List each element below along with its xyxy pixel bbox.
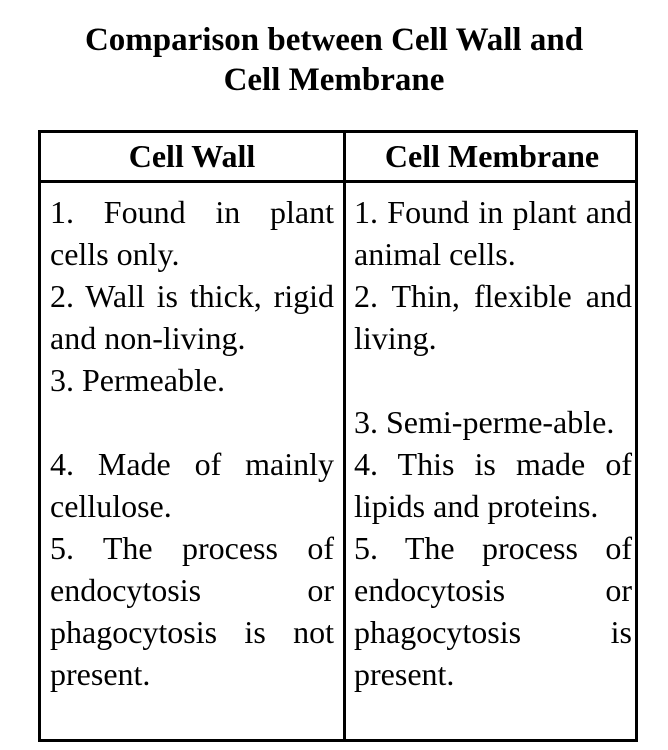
comparison-table [38,130,638,742]
cell-wall-point-2: 2. Wall is thick, rigid and non-living. [50,278,334,356]
cell-membrane-point-3: 3. Semi-perme-able. [354,404,615,440]
page-title [0,20,668,100]
cell-wall-point-3: 3. Permeable. [50,362,226,398]
cell-wall-point-5: 5. The process of endocytosis or phagocytosis is not present. [50,530,334,692]
title-line-2: Cell Membrane [223,62,445,98]
header-rule [41,180,635,183]
cell-membrane-point-2: 2. Thin, flexible and living. [354,278,632,356]
cell-membrane-point-5: 5. The process of endocytosis or phagocytosis is present. [354,530,632,692]
cell-wall-column [50,191,334,695]
cell-membrane-point-1: 1. Found in plant and animal cells. [354,194,632,272]
title-line-1: Comparison between Cell Wall and [84,22,584,58]
cell-membrane-column [354,191,632,695]
header-cell-membrane: Cell Membrane [384,138,600,174]
cell-wall-point-4: 4. Made of mainly cellulose. [50,446,334,524]
cell-membrane-point-4: 4. This is made of lipids and proteins. [354,446,632,524]
header-cell-wall: Cell Wall [128,138,256,174]
spacer [50,401,334,443]
column-divider [343,133,346,739]
spacer [354,359,632,401]
cell-wall-point-1: 1. Found in plant cells only. [50,194,334,272]
